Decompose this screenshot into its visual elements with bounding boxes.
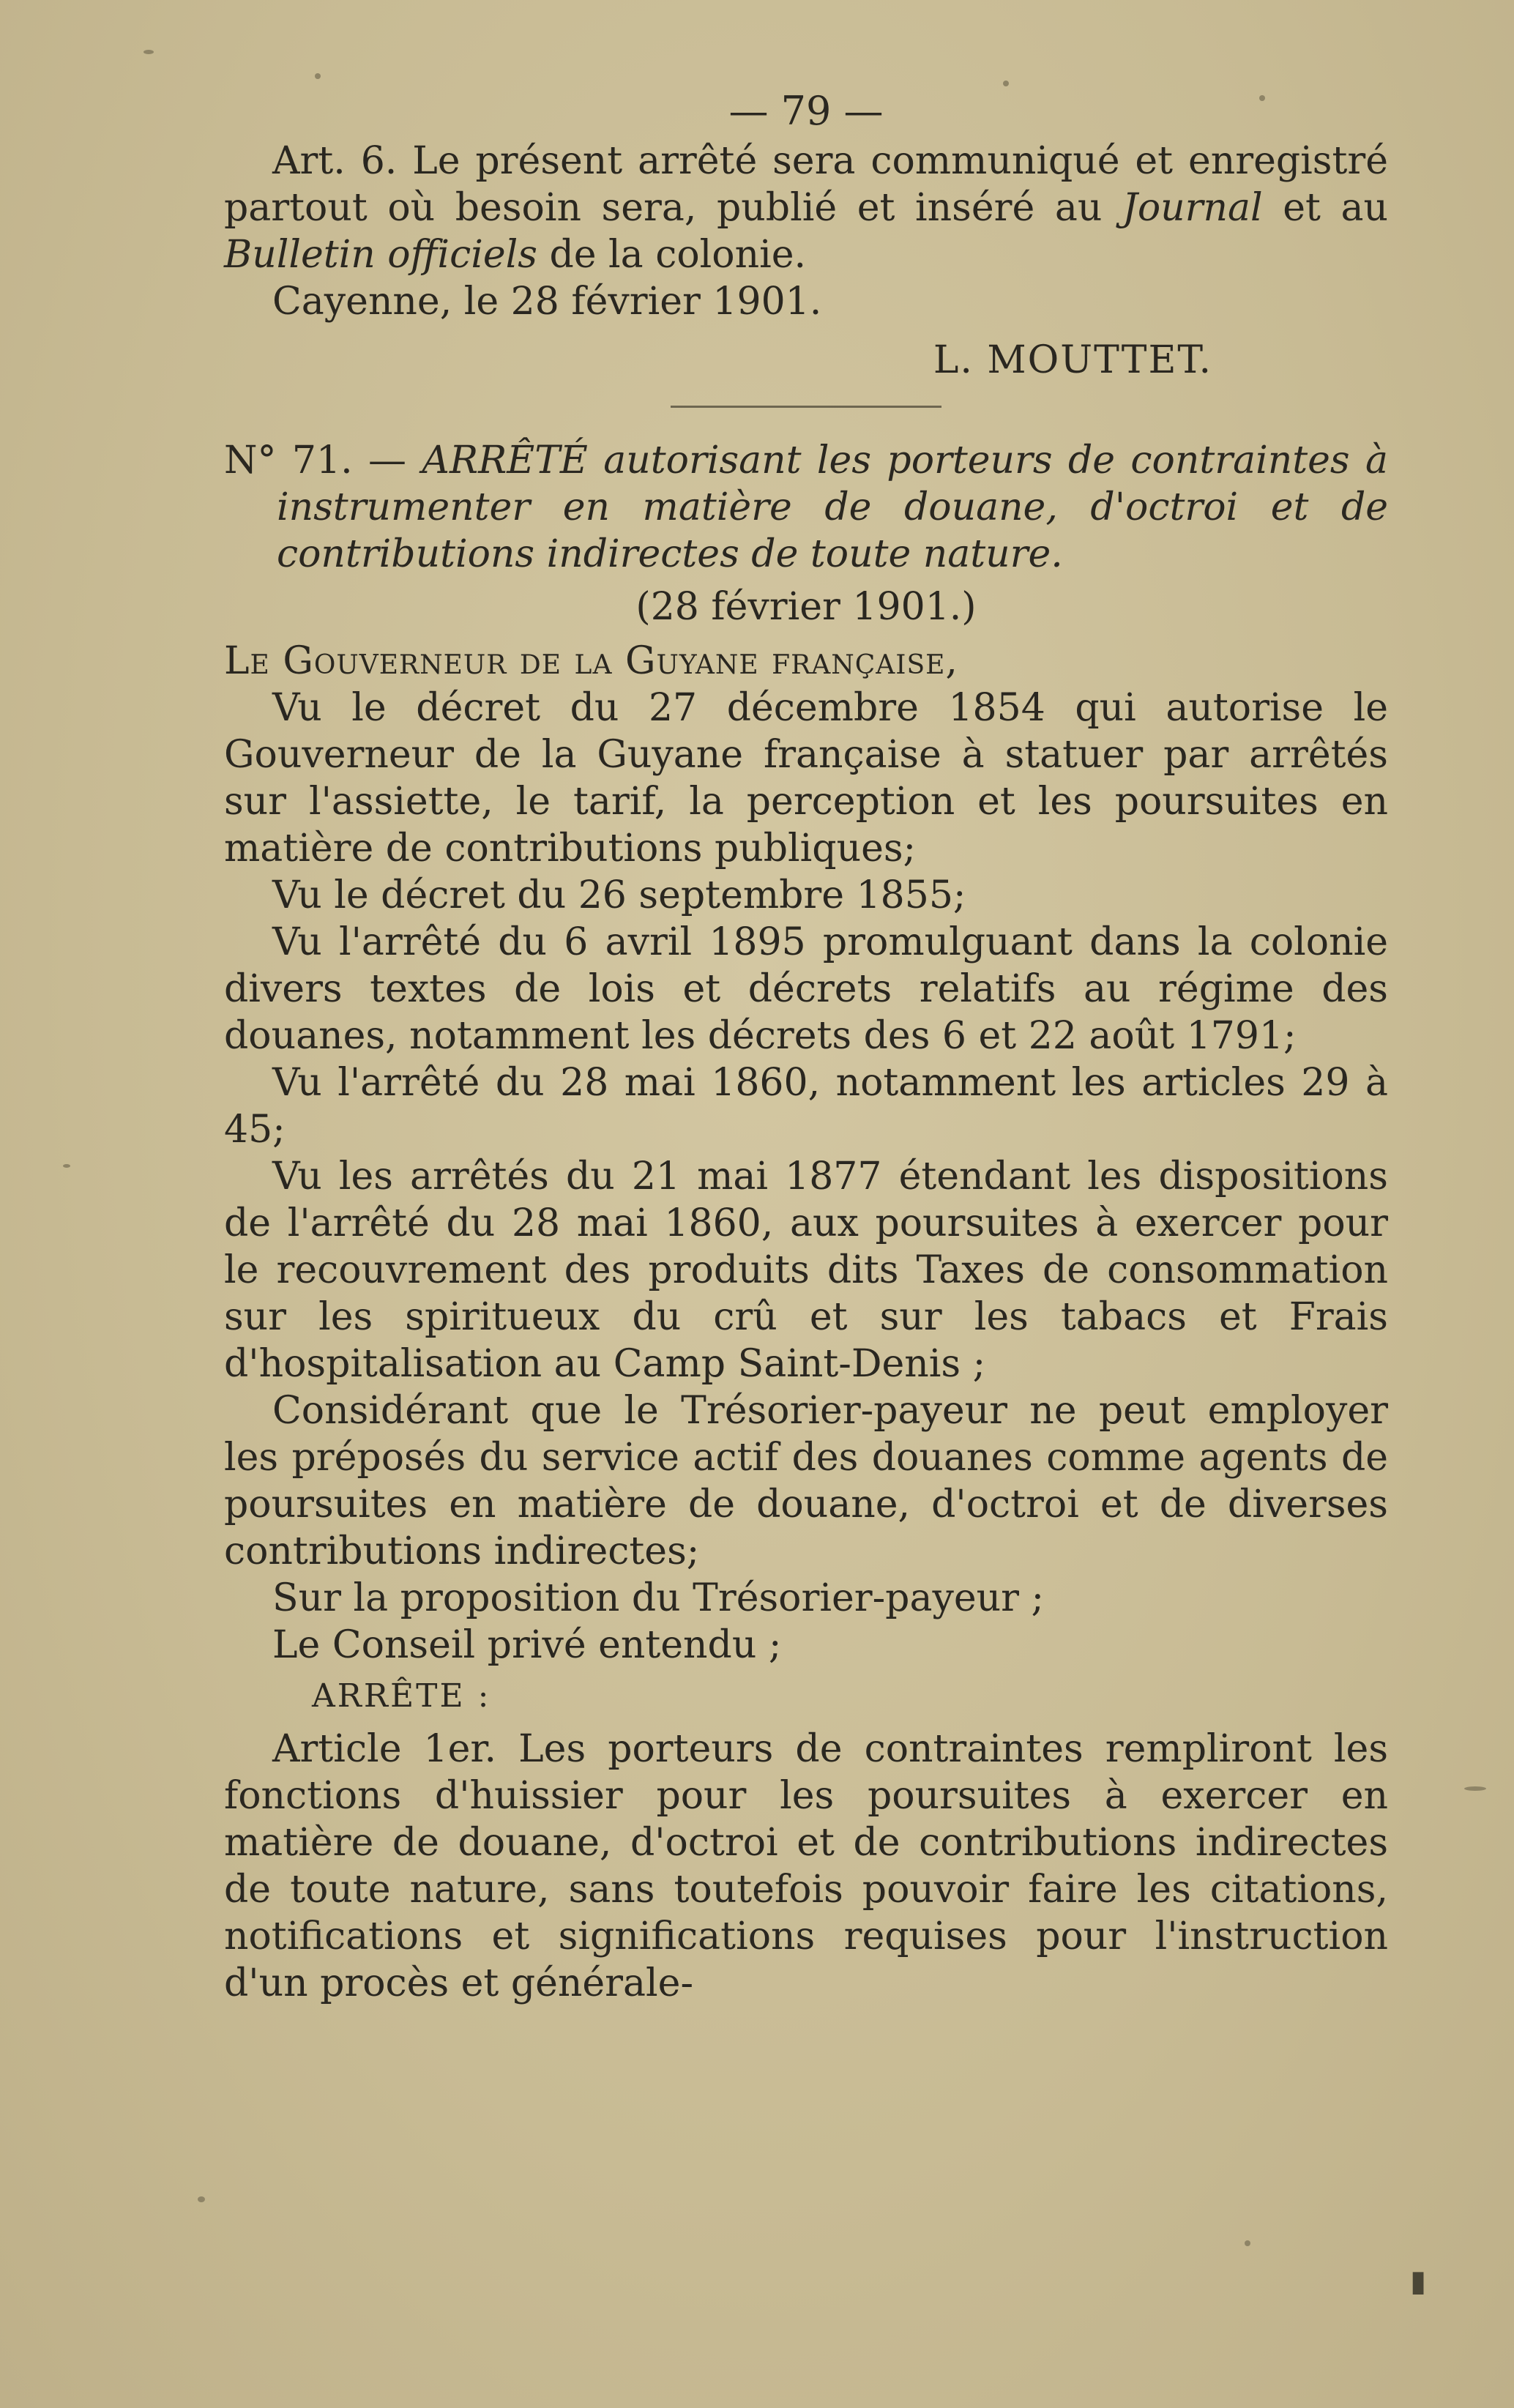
ink-speck: [143, 50, 154, 54]
paragraph-considerant: Considérant que le Trésorier-payeur ne peut employer les préposés du service actif des douanes comme agents de poursuites en matière de douane, d'octroi et de diverses contributions indirectes;: [224, 1389, 1388, 1573]
journal-word: Journal: [1122, 186, 1263, 230]
page-number: — 79 —: [728, 88, 884, 134]
paragraph-vu-arrete-1860: Vu l'arrêté du 28 mai 1860, notamment les articles 29 à 45;: [224, 1061, 1388, 1152]
bulletin-words: Bulletin officiels: [224, 233, 537, 277]
paragraph-conseil: Le Conseil privé entendu ;: [272, 1623, 782, 1667]
ink-speck: [1464, 1786, 1486, 1791]
et-au-words: et au: [1283, 186, 1389, 230]
article-6-text: Art. 6. Le présent arrêté sera communiqué et enregistré partout où besoin sera, publié et inséré au: [224, 139, 1388, 230]
ink-speck: [1245, 2240, 1250, 2246]
paragraph-vu-arrete-1895: Vu l'arrêté du 6 avril 1895 promulguant dans la colonie divers textes de lois et décrets relatifs au régime des douanes, notamment les décrets des 6 et 22 août 1791;: [224, 920, 1388, 1058]
arrete-label: ARRÊTE :: [312, 1677, 491, 1715]
gouverneur-line: [224, 638, 1388, 685]
article-6: [224, 138, 1388, 278]
paragraph-vu-decret-1855: Vu le décret du 26 septembre 1855;: [272, 873, 966, 917]
decree-title: ARRÊTÉ autorisant les porteurs de contraintes à instrumenter en matière de douane, d'octroi et de contributions indirectes de toute nature.: [277, 439, 1388, 576]
document-body: [224, 88, 1388, 2007]
paragraph-vu-decret-1854: Vu le décret du 27 décembre 1854 qui autorise le Gouverneur de la Guyane française à statuer par arrêtés sur l'assiette, le tarif, la perception et les poursuites en matière de contributions publiques;: [224, 686, 1388, 871]
decree-number: N° 71. —: [224, 439, 406, 482]
decree-date: (28 février 1901.): [635, 585, 977, 629]
decree-heading: [224, 437, 1388, 578]
ink-speck: [315, 73, 321, 79]
ink-speck: [63, 1164, 70, 1168]
place-date: Cayenne, le 28 février 1901.: [272, 280, 822, 324]
ink-speck: [1003, 81, 1009, 86]
article-1: Article 1er. Les porteurs de contraintes rempliront les fonctions d'huissier pour les poursuites à exercer en matière de douane, d'octroi et de contributions indirectes de toute nature, sans toutefois pouvoir faire les citations, notifications et significations requises pour l'instruction d'un procès et générale-: [224, 1727, 1388, 2005]
section-divider: [671, 406, 941, 408]
gouverneur-text: Le Gouverneur de la Guyane française,: [224, 639, 958, 683]
paragraph-vu-arretes-1877: Vu les arrêtés du 21 mai 1877 étendant les dispositions de l'arrêté du 28 mai 1860, aux poursuites à exercer pour le recouvrement des produits dits Taxes de consommation sur les spiritueux du crû et sur les tabacs et Frais d'hospitalisation au Camp Saint-Denis ;: [224, 1155, 1388, 1386]
article-6-rest: de la colonie.: [549, 233, 806, 277]
signature: L. MOUTTET.: [933, 338, 1212, 382]
paragraph-proposition: Sur la proposition du Trésorier-payeur ;: [272, 1576, 1045, 1620]
ink-speck: [198, 2196, 205, 2202]
corner-mark: ▮: [1409, 2265, 1426, 2298]
